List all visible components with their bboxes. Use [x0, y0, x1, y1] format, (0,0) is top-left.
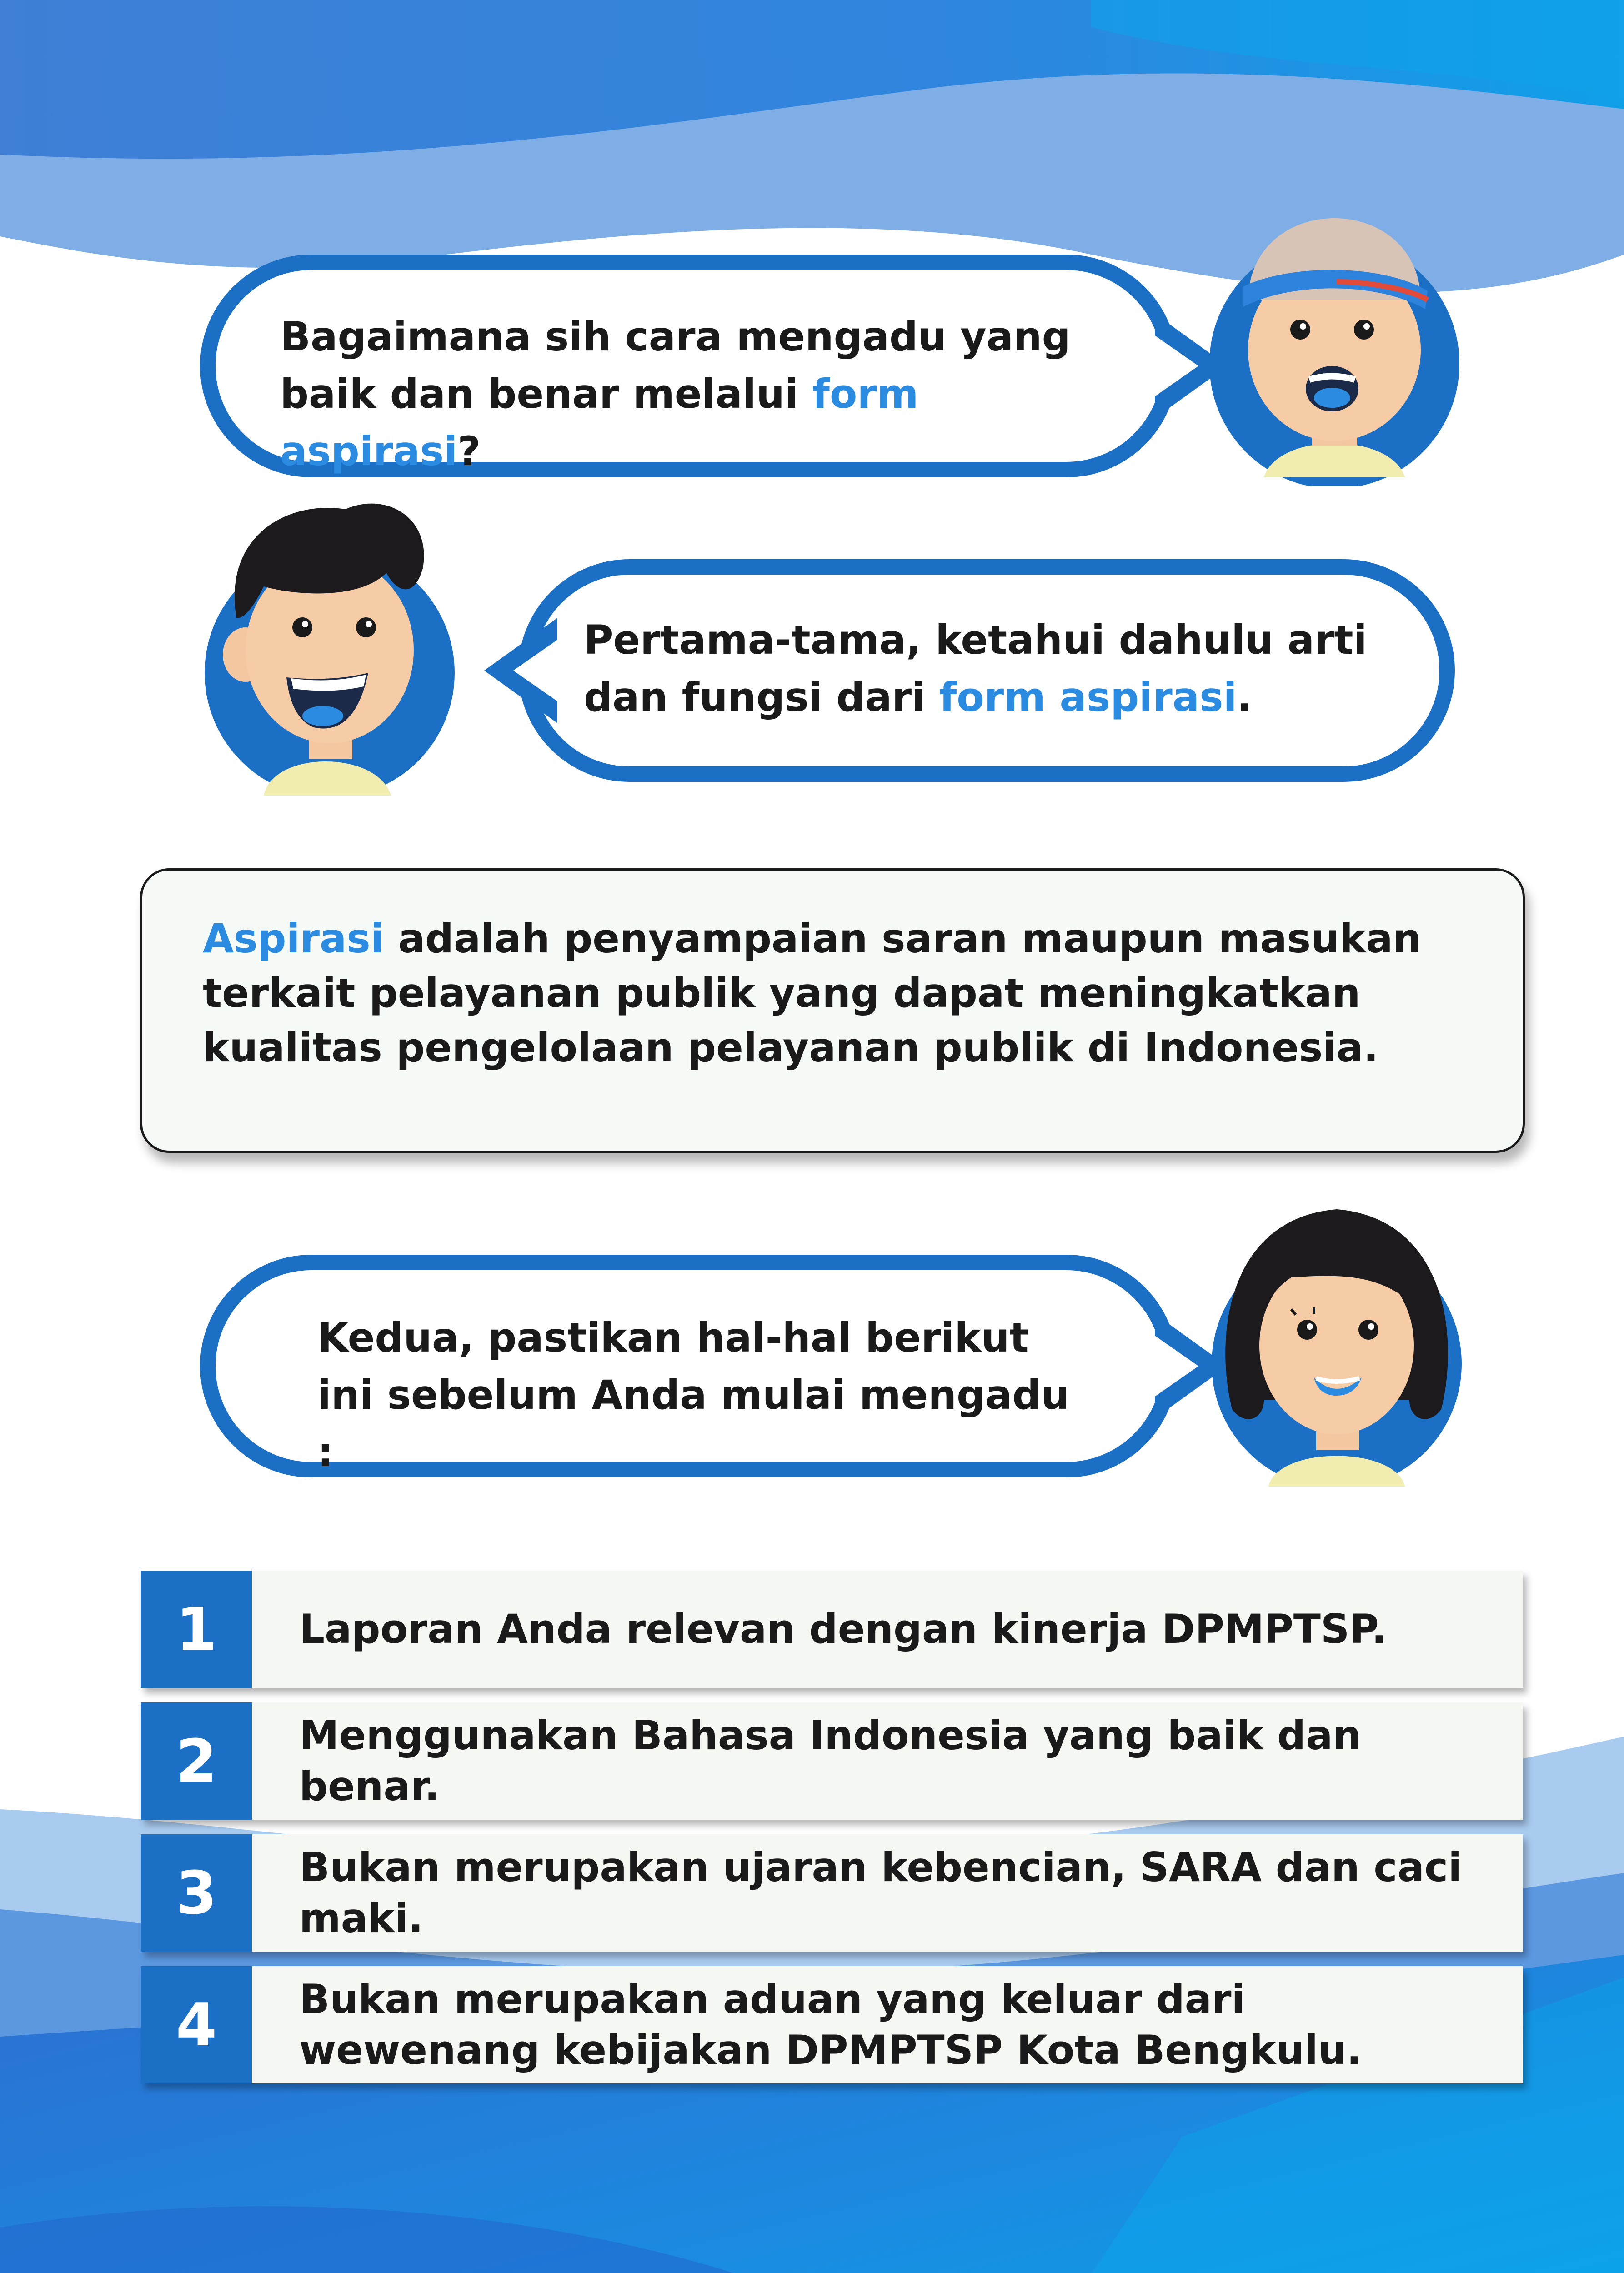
- checklist-item-4: [141, 1966, 1523, 2083]
- checklist-text-3: Bukan merupakan ujaran kebencian, SARA dan caci maki.: [299, 1844, 1462, 1942]
- checklist-number-3: 3: [141, 1834, 252, 1952]
- definition-term: Aspirasi: [203, 915, 384, 962]
- woman-avatar-icon: [1200, 1173, 1469, 1487]
- checklist-number-2: 2: [141, 1702, 252, 1820]
- question-1-text: Bagaimana sih cara mengadu yang baik dan benar melalui form aspirasi?: [280, 313, 1071, 475]
- answer-1-text: Pertama-tama, ketahui dahulu arti dan fungsi dari form aspirasi.: [584, 616, 1367, 721]
- question-2-text: Kedua, pastikan hal-hal berikut ini sebelum Anda mulai mengadu :: [317, 1314, 1069, 1476]
- checklist-text-2: Menggunakan Bahasa Indonesia yang baik dan benar.: [299, 1712, 1362, 1810]
- bubble-tail-2: [480, 618, 557, 723]
- definition-box: [140, 868, 1525, 1153]
- checklist-item-2: [141, 1702, 1523, 1820]
- checklist-item-1: [141, 1571, 1523, 1688]
- checklist-number-4: 4: [141, 1966, 252, 2083]
- checklist-text-1: Laporan Anda relevan dengan kinerja DPMPTSP.: [299, 1606, 1387, 1652]
- man-with-cap-avatar-icon: [1200, 150, 1469, 486]
- checklist-item-3: [141, 1834, 1523, 1952]
- definition-text: Aspirasi adalah penyampaian saran maupun masukan terkait pelayanan publik yang dapat meningkatkan kualitas pengelolaan pelayanan publik di Indonesia.: [203, 915, 1422, 1071]
- checklist-number-1: 1: [141, 1571, 252, 1688]
- checklist-text-4: Bukan merupakan aduan yang keluar dari wewenang kebijakan DPMPTSP Kota Bengkulu.: [299, 1976, 1362, 2073]
- smiling-man-avatar-icon: [195, 482, 459, 796]
